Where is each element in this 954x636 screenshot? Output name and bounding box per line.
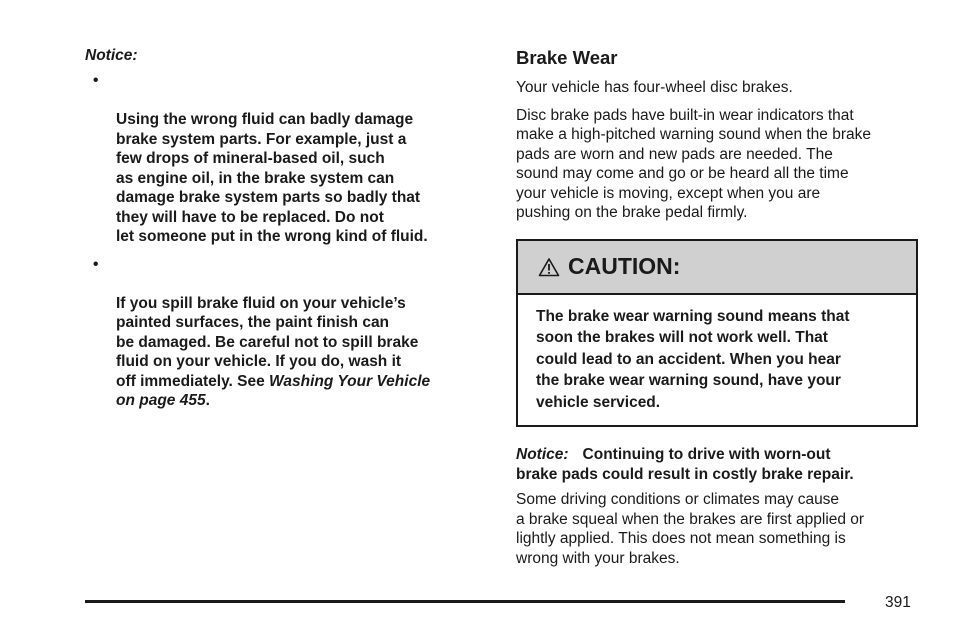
paragraph-3: Some driving conditions or climates may cause a brake squeal when the brakes are first applied or lightly applied. This does not mean something is wrong with your brakes. <box>516 491 865 567</box>
bullet-text: Using the wrong fluid can badly damage brake system parts. For example, just a few drops of mineral-based oil, such as engine oil, in the brake system can damage brake system parts so badly that they will have to be replaced. Do not let someone put in the wrong kind of fluid. <box>116 111 428 245</box>
caution-box <box>516 239 918 428</box>
cross-reference-link[interactable]: Washing Your Vehicle on page 455 <box>116 372 431 409</box>
paragraph-2: Disc brake pads have built-in wear indicators that make a high-pitched warning sound when the brake pads are worn and new pads are needed. The sound may come and go or be heard all the time your vehicle is moving, except when you are pushing on the brake pedal firmly. <box>516 106 872 221</box>
notice-paragraph <box>516 445 920 484</box>
bullet-icon: • <box>93 72 99 89</box>
bullet-text: If you spill brake fluid on your vehicle’s painted surfaces, the paint finish can be damaged. Be careful not to spill brake fluid on your vehicle. If you do, wash it off immediately. See <box>116 294 419 390</box>
caution-title: CAUTION: <box>568 253 681 279</box>
bullet-text-tail: . <box>205 392 210 409</box>
paragraph-1: Your vehicle has four-wheel disc brakes. <box>516 79 793 96</box>
bullet-item <box>85 71 485 247</box>
warning-triangle-icon <box>538 257 560 277</box>
notice-label: Notice: <box>516 446 569 463</box>
left-column <box>85 44 485 419</box>
caution-text: The brake wear warning sound means that soon the brakes will not work well. That could lead to an accident. When you hear the brake wear warning sound, have your vehicle serviced. <box>536 307 850 411</box>
footer-rule <box>85 600 845 603</box>
notice-label: Notice: <box>85 47 138 64</box>
right-column <box>516 44 920 576</box>
caution-header <box>518 241 916 295</box>
section-heading: Brake Wear <box>516 47 618 68</box>
notice-bullet-list <box>85 71 485 411</box>
bullet-item <box>85 255 485 411</box>
page-number: 391 <box>885 594 911 611</box>
bullet-icon: • <box>93 255 99 273</box>
notice-text: Continuing to drive with worn-out brake pads could result in costly brake repair. <box>516 446 854 483</box>
